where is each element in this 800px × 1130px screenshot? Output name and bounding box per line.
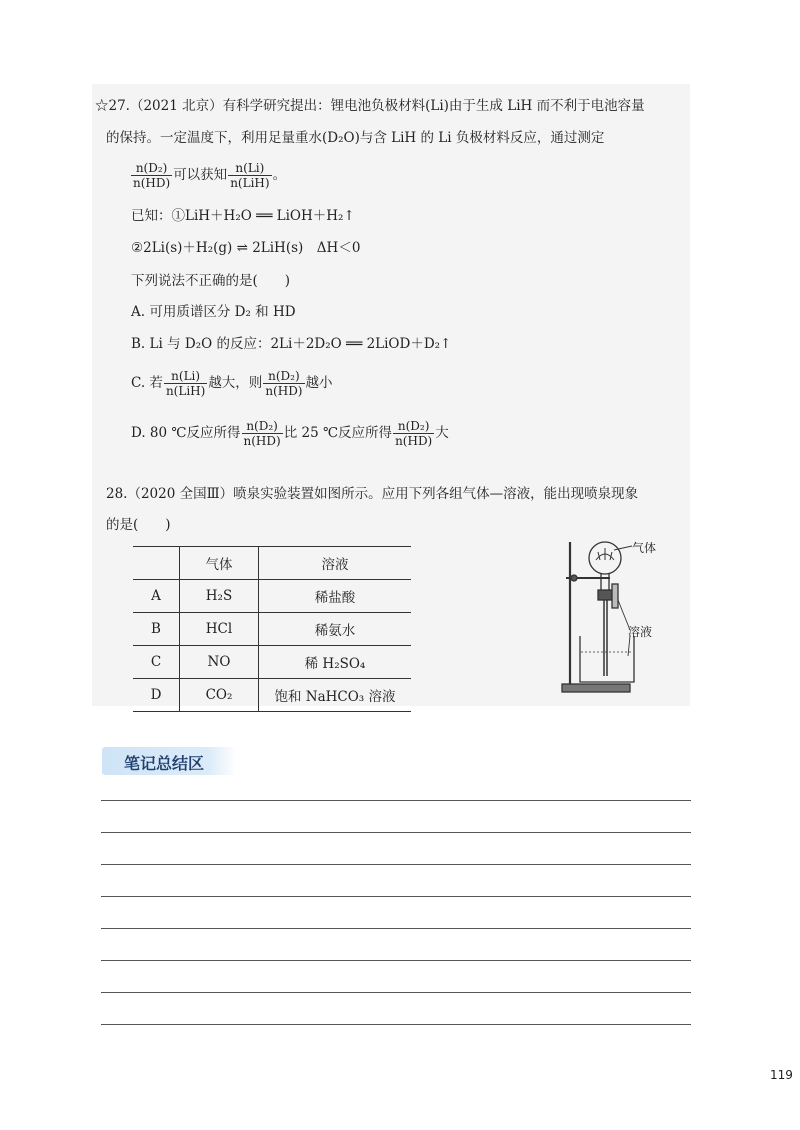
q27-option-d: D. 80 ℃反应所得 $\frac{\text{n(D₂)}}{n(HD)}$ 比 25 ℃反应所得 $\frac{\text{n(D₂)}}{n(HD)}$ 大	[131, 419, 449, 448]
note-line[interactable]	[101, 864, 691, 865]
table-cell: A	[133, 580, 180, 613]
page-number: 119	[770, 1068, 793, 1082]
q27-line-1: ☆27.（2021 北京）有科学研究提出：锂电池负极材料(Li)由于生成 LiH 而不利于电池容量	[95, 98, 645, 114]
q27-line-2: 的保持。一定温度下，利用足量重水(D₂O)与含 LiH 的 Li 负极材料反应，通过测定	[106, 130, 605, 146]
fraction-li-lih-c: $\frac{n(Li)}{\text{n(LiH)}}$	[165, 369, 206, 398]
table-cell: C	[133, 646, 180, 679]
note-line[interactable]	[101, 896, 691, 897]
q27-option-b: B. Li 与 D₂O 的反应：2Li＋2D₂O ══ 2LiOD＋D₂↑	[131, 336, 452, 352]
notes-title-badge	[102, 747, 236, 775]
table-cell: B	[133, 613, 180, 646]
dropper	[612, 584, 618, 608]
fountain-apparatus-figure	[548, 534, 680, 702]
fraction-d2-hd-d1: $\frac{\text{n(D₂)}}{n(HD)}$	[243, 419, 281, 448]
notes-title: 笔记总结区	[124, 754, 205, 773]
stopper	[598, 590, 612, 600]
table-row	[133, 646, 411, 679]
table-row	[133, 679, 411, 712]
q27-line-3: $\frac{\text{n(D₂)}}{n(HD)}$ 可以获知 $\frac{n(Li)}{\text{n(LiH)}}$ 。	[133, 161, 287, 190]
figure-label-solution: 溶液	[628, 625, 653, 639]
fraction-d2-hd: $\frac{\text{n(D₂)}}{n(HD)}$	[133, 161, 171, 190]
gas-solution-table	[133, 546, 411, 712]
table-header-cell: 溶液	[259, 547, 412, 580]
table-cell: HCl	[180, 613, 259, 646]
fraction-d2-hd-c: $\frac{\text{n(D₂)}}{n(HD)}$	[265, 369, 303, 398]
note-line[interactable]	[101, 800, 691, 801]
table-cell: 稀氨水	[259, 613, 412, 646]
fountain-jet	[596, 548, 614, 560]
solution-label-leader-2	[628, 636, 630, 656]
table-cell: CO₂	[180, 679, 259, 712]
table-cell: 稀盐酸	[259, 580, 412, 613]
q27-option-a: A. 可用质谱区分 D₂ 和 HD	[131, 304, 296, 320]
table-header-cell	[133, 547, 180, 580]
q27-known-1: 已知：①LiH＋H₂O ══ LiOH＋H₂↑	[131, 208, 355, 224]
note-line[interactable]	[101, 928, 691, 929]
clamp-knob-icon	[571, 575, 577, 581]
table-cell: NO	[180, 646, 259, 679]
table-header-cell: 气体	[180, 547, 259, 580]
table-cell: D	[133, 679, 180, 712]
q28-line-2: 的是( )	[106, 517, 171, 533]
q27-option-c: C. 若 $\frac{n(Li)}{\text{n(LiH)}}$ 越大，则 $\frac{\text{n(D₂)}}{n(HD)}$ 越小	[131, 369, 333, 398]
q27-prompt: 下列说法不正确的是( )	[131, 273, 291, 289]
table-header-row	[133, 547, 411, 580]
fraction-li-lih: $\frac{n(Li)}{\text{n(LiH)}}$	[230, 161, 270, 190]
note-line[interactable]	[101, 832, 691, 833]
table-row	[133, 580, 411, 613]
note-line[interactable]	[101, 960, 691, 961]
table-cell: H₂S	[180, 580, 259, 613]
table-row	[133, 613, 411, 646]
note-line[interactable]	[101, 992, 691, 993]
figure-label-gas: 气体	[632, 541, 657, 555]
note-line[interactable]	[101, 1024, 691, 1025]
fraction-d2-hd-d2: $\frac{\text{n(D₂)}}{n(HD)}$	[395, 419, 433, 448]
table-cell: 饱和 NaHCO₃ 溶液	[259, 679, 412, 712]
stand-base	[562, 684, 630, 692]
table-cell: 稀 H₂SO₄	[259, 646, 412, 679]
q28-line-1: 28.（2020 全国Ⅲ）喷泉实验装置如图所示。应用下列各组气体—溶液，能出现喷泉现象	[106, 486, 639, 502]
q27-known-2: ②2Li(s)＋H₂(g) ⇌ 2LiH(s) ΔH＜0	[131, 240, 361, 256]
